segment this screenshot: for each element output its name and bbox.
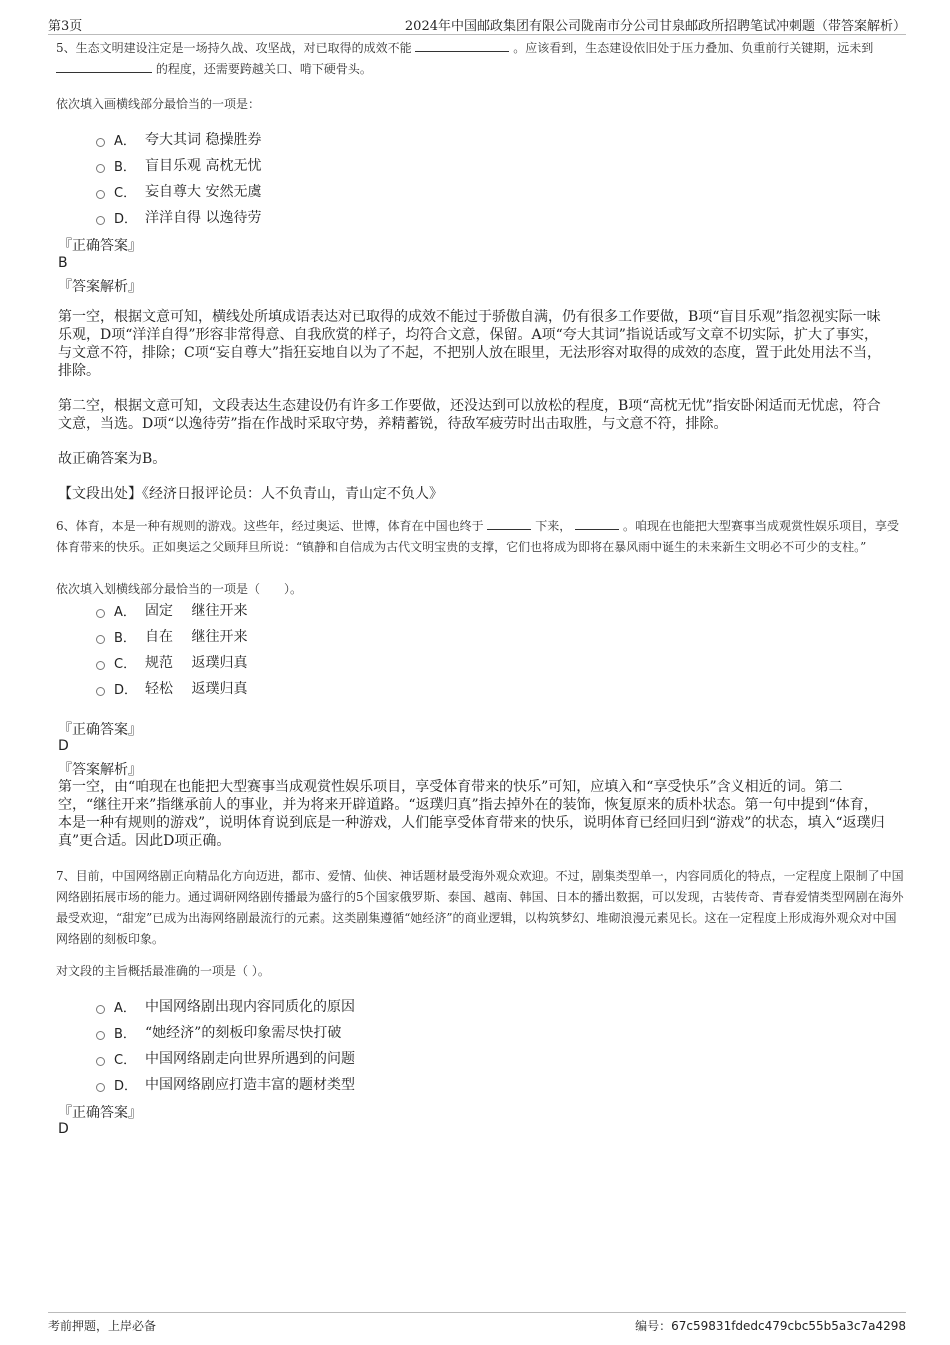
radio-icon[interactable]: [96, 1083, 105, 1092]
option-letter: C．: [114, 1052, 137, 1068]
option-letter: A．: [114, 133, 136, 149]
question-5-option-c[interactable]: [96, 178, 261, 204]
radio-icon[interactable]: [96, 635, 105, 644]
option-text: 中国网络剧走向世界所遇到的问题: [145, 1051, 355, 1067]
footer-slogan: 考前押题，上岸必备: [48, 1319, 157, 1333]
page-footer: [48, 1312, 906, 1335]
blank-1: [415, 39, 509, 52]
question-5-text-c: 的程度，还需要跨越关口、啃下硬骨头。: [155, 62, 372, 76]
analysis-paragraph: 故正确答案为B。: [58, 451, 167, 467]
option-text: 中国网络剧出现内容同质化的原因: [145, 999, 355, 1015]
question-7-options: [96, 993, 355, 1097]
option-letter: B．: [114, 630, 136, 646]
question-5-answer-label: 『正确答案』: [58, 238, 142, 254]
question-5-option-d[interactable]: [96, 204, 261, 230]
question-7-option-d[interactable]: [96, 1071, 355, 1097]
question-7-option-a[interactable]: [96, 993, 355, 1019]
option-text: 规范 返璞归真: [145, 655, 248, 671]
option-text: 中国网络剧应打造丰富的题材类型: [145, 1077, 355, 1093]
question-7-answer: D: [58, 1121, 69, 1137]
page-number: 第3页: [48, 19, 83, 34]
question-5-option-b[interactable]: [96, 152, 261, 178]
option-letter: B．: [114, 159, 136, 175]
question-6-text-c: 。咱现在也能把大型赛事当成观赏性娱乐项目，享受体育带来的快乐。正如奥运之父顾拜旦所说：“镇静和自信成为古代文明宝贵的支撑，它们也将成为即将在暴风雨中诞生的未来新生文明必不可少的支柱。”: [56, 519, 899, 554]
blank-1: [487, 517, 531, 530]
radio-icon[interactable]: [96, 138, 105, 147]
question-6-answer-label: 『正确答案』: [58, 722, 142, 738]
question-5-analysis-label: 『答案解析』: [58, 279, 142, 295]
question-6-option-d[interactable]: [96, 675, 247, 701]
question-5-stem: [56, 38, 908, 80]
option-text: “她经济”的刻板印象需尽快打破: [145, 1025, 342, 1041]
question-7-answer-label: 『正确答案』: [58, 1105, 142, 1121]
question-5-text-a: 5、生态文明建设注定是一场持久战、攻坚战，对已取得的成效不能: [56, 41, 412, 55]
option-text: 夸大其词 稳操胜券: [145, 132, 262, 148]
question-7-option-c[interactable]: [96, 1045, 355, 1071]
radio-icon[interactable]: [96, 661, 105, 670]
option-letter: D．: [114, 1078, 138, 1094]
radio-icon[interactable]: [96, 1057, 105, 1066]
question-6-stem: [56, 516, 908, 558]
option-letter: C．: [114, 656, 137, 672]
question-6-option-b[interactable]: [96, 623, 247, 649]
question-5-option-a[interactable]: [96, 126, 261, 152]
question-6-option-c[interactable]: [96, 649, 247, 675]
question-6-options: [96, 597, 247, 701]
question-5-analysis: [58, 308, 890, 468]
question-7-option-b[interactable]: [96, 1019, 355, 1045]
radio-icon[interactable]: [96, 1031, 105, 1040]
radio-icon[interactable]: [96, 190, 105, 199]
option-letter: D．: [114, 682, 138, 698]
question-6-analysis-label: 『答案解析』: [58, 762, 142, 778]
option-text: 洋洋自得 以逸待劳: [145, 210, 262, 226]
option-letter: B．: [114, 1026, 136, 1042]
option-text: 盲目乐观 高枕无忧: [145, 158, 262, 174]
option-text: 轻松 返璞归真: [145, 681, 248, 697]
question-6-option-a[interactable]: [96, 597, 247, 623]
question-5-prompt: 依次填入画横线部分最恰当的一项是：: [56, 97, 261, 111]
option-text: 妄自尊大 安然无虞: [145, 184, 262, 200]
option-letter: A．: [114, 1000, 136, 1016]
radio-icon[interactable]: [96, 687, 105, 696]
blank-2: [575, 517, 619, 530]
question-6-analysis: 第一空，由“咱现在也能把大型赛事当成观赏性娱乐项目，享受体育带来的快乐”可知，应填入和“享受快乐”含义相近的词。第二空，“继往开来”指继承前人的事业，并为将来开辟道路。“返璞归真”指去掉外在的装饰，恢复原来的质朴状态。第一句中提到“体育，本是一种有规则的游戏”，说明体育说到底是一种游戏，人们能享受体育带来的快乐，说明体育已经回归到“游戏”的状态，填入“返璞归真”更合适。因此D项正确。: [58, 779, 885, 849]
blank-2: [56, 60, 152, 73]
question-7-prompt: 对文段的主旨概括最准确的一项是（ ）。: [56, 964, 270, 978]
radio-icon[interactable]: [96, 1005, 105, 1014]
radio-icon[interactable]: [96, 609, 105, 618]
question-5-options: [96, 126, 261, 230]
option-letter: D．: [114, 211, 138, 227]
option-letter: C．: [114, 185, 137, 201]
question-5-answer: B: [58, 255, 68, 271]
analysis-paragraph: 第一空，根据文意可知，横线处所填成语表达对已取得的成效不能过于骄傲自满，仍有很多工作要做，B项“盲目乐观”指忽视实际一味乐观，D项“洋洋自得”形容非常得意、自我欣赏的样子，均符合文意，保留。A项“夸大其词”指说话或写文章不切实际，扩大了事实，与文意不符，排除；C项“妄自尊大”指狂妄地自以为了不起，不把别人放在眼里，无法形容对取得的成效的态度，置于此处用法不当，排除。: [58, 309, 882, 379]
document-code: 编号：67c59831fdedc479cbc55b5a3c7a4298: [635, 1319, 906, 1333]
option-letter: A．: [114, 604, 136, 620]
analysis-paragraph: 第二空，根据文意可知，文段表达生态建设仍有许多工作要做，还没达到可以放松的程度，B项“高枕无忧”指安卧闲适而无忧虑，符合文意，当选。D项“以逸待劳”指在作战时采取守势，养精蓄锐，待敌军疲劳时出击取胜，与文意不符，排除。: [58, 398, 881, 432]
document-title: 2024年中国邮政集团有限公司陇南市分公司甘泉邮政所招聘笔试冲刺题（带答案解析）: [404, 19, 906, 34]
question-6-answer: D: [58, 738, 69, 754]
question-7-stem: 7、目前，中国网络剧正向精品化方向迈进，都市、爱情、仙侠、神话题材最受海外观众欢迎。不过，剧集类型单一，内容同质化的特点，一定程度上限制了中国网络剧拓展市场的能力。通过调研网络剧传播最为盛行的5个国家俄罗斯、泰国、越南、韩国、日本的播出数据，可以发现，古装传奇、青春爱情类型网剧在海外最受欢迎，“甜宠”已成为出海网络剧最流行的元素。这类剧集遵循“她经济”的商业逻辑，以构筑梦幻、堆砌浪漫元素见长。这在一定程度上形成海外观众对中国网络剧的刻板印象。: [56, 869, 904, 946]
question-5-source: 【文段出处】《经济日报评论员：人不负青山，青山定不负人》: [58, 486, 443, 502]
option-text: 固定 继往开来: [145, 603, 248, 619]
question-6-text-b: 下来，: [535, 519, 572, 533]
radio-icon[interactable]: [96, 164, 105, 173]
radio-icon[interactable]: [96, 216, 105, 225]
question-6-text-a: 6、体育，本是一种有规则的游戏。这些年，经过奥运、世博，体育在中国也终于: [56, 519, 484, 533]
question-5-text-b: 。应该看到，生态建设依旧处于压力叠加、负重前行关键期，远未到: [513, 41, 874, 55]
page-header: [48, 14, 906, 35]
option-text: 自在 继往开来: [145, 629, 248, 645]
question-6-prompt: 依次填入划横线部分最恰当的一项是（ ）。: [56, 582, 303, 596]
